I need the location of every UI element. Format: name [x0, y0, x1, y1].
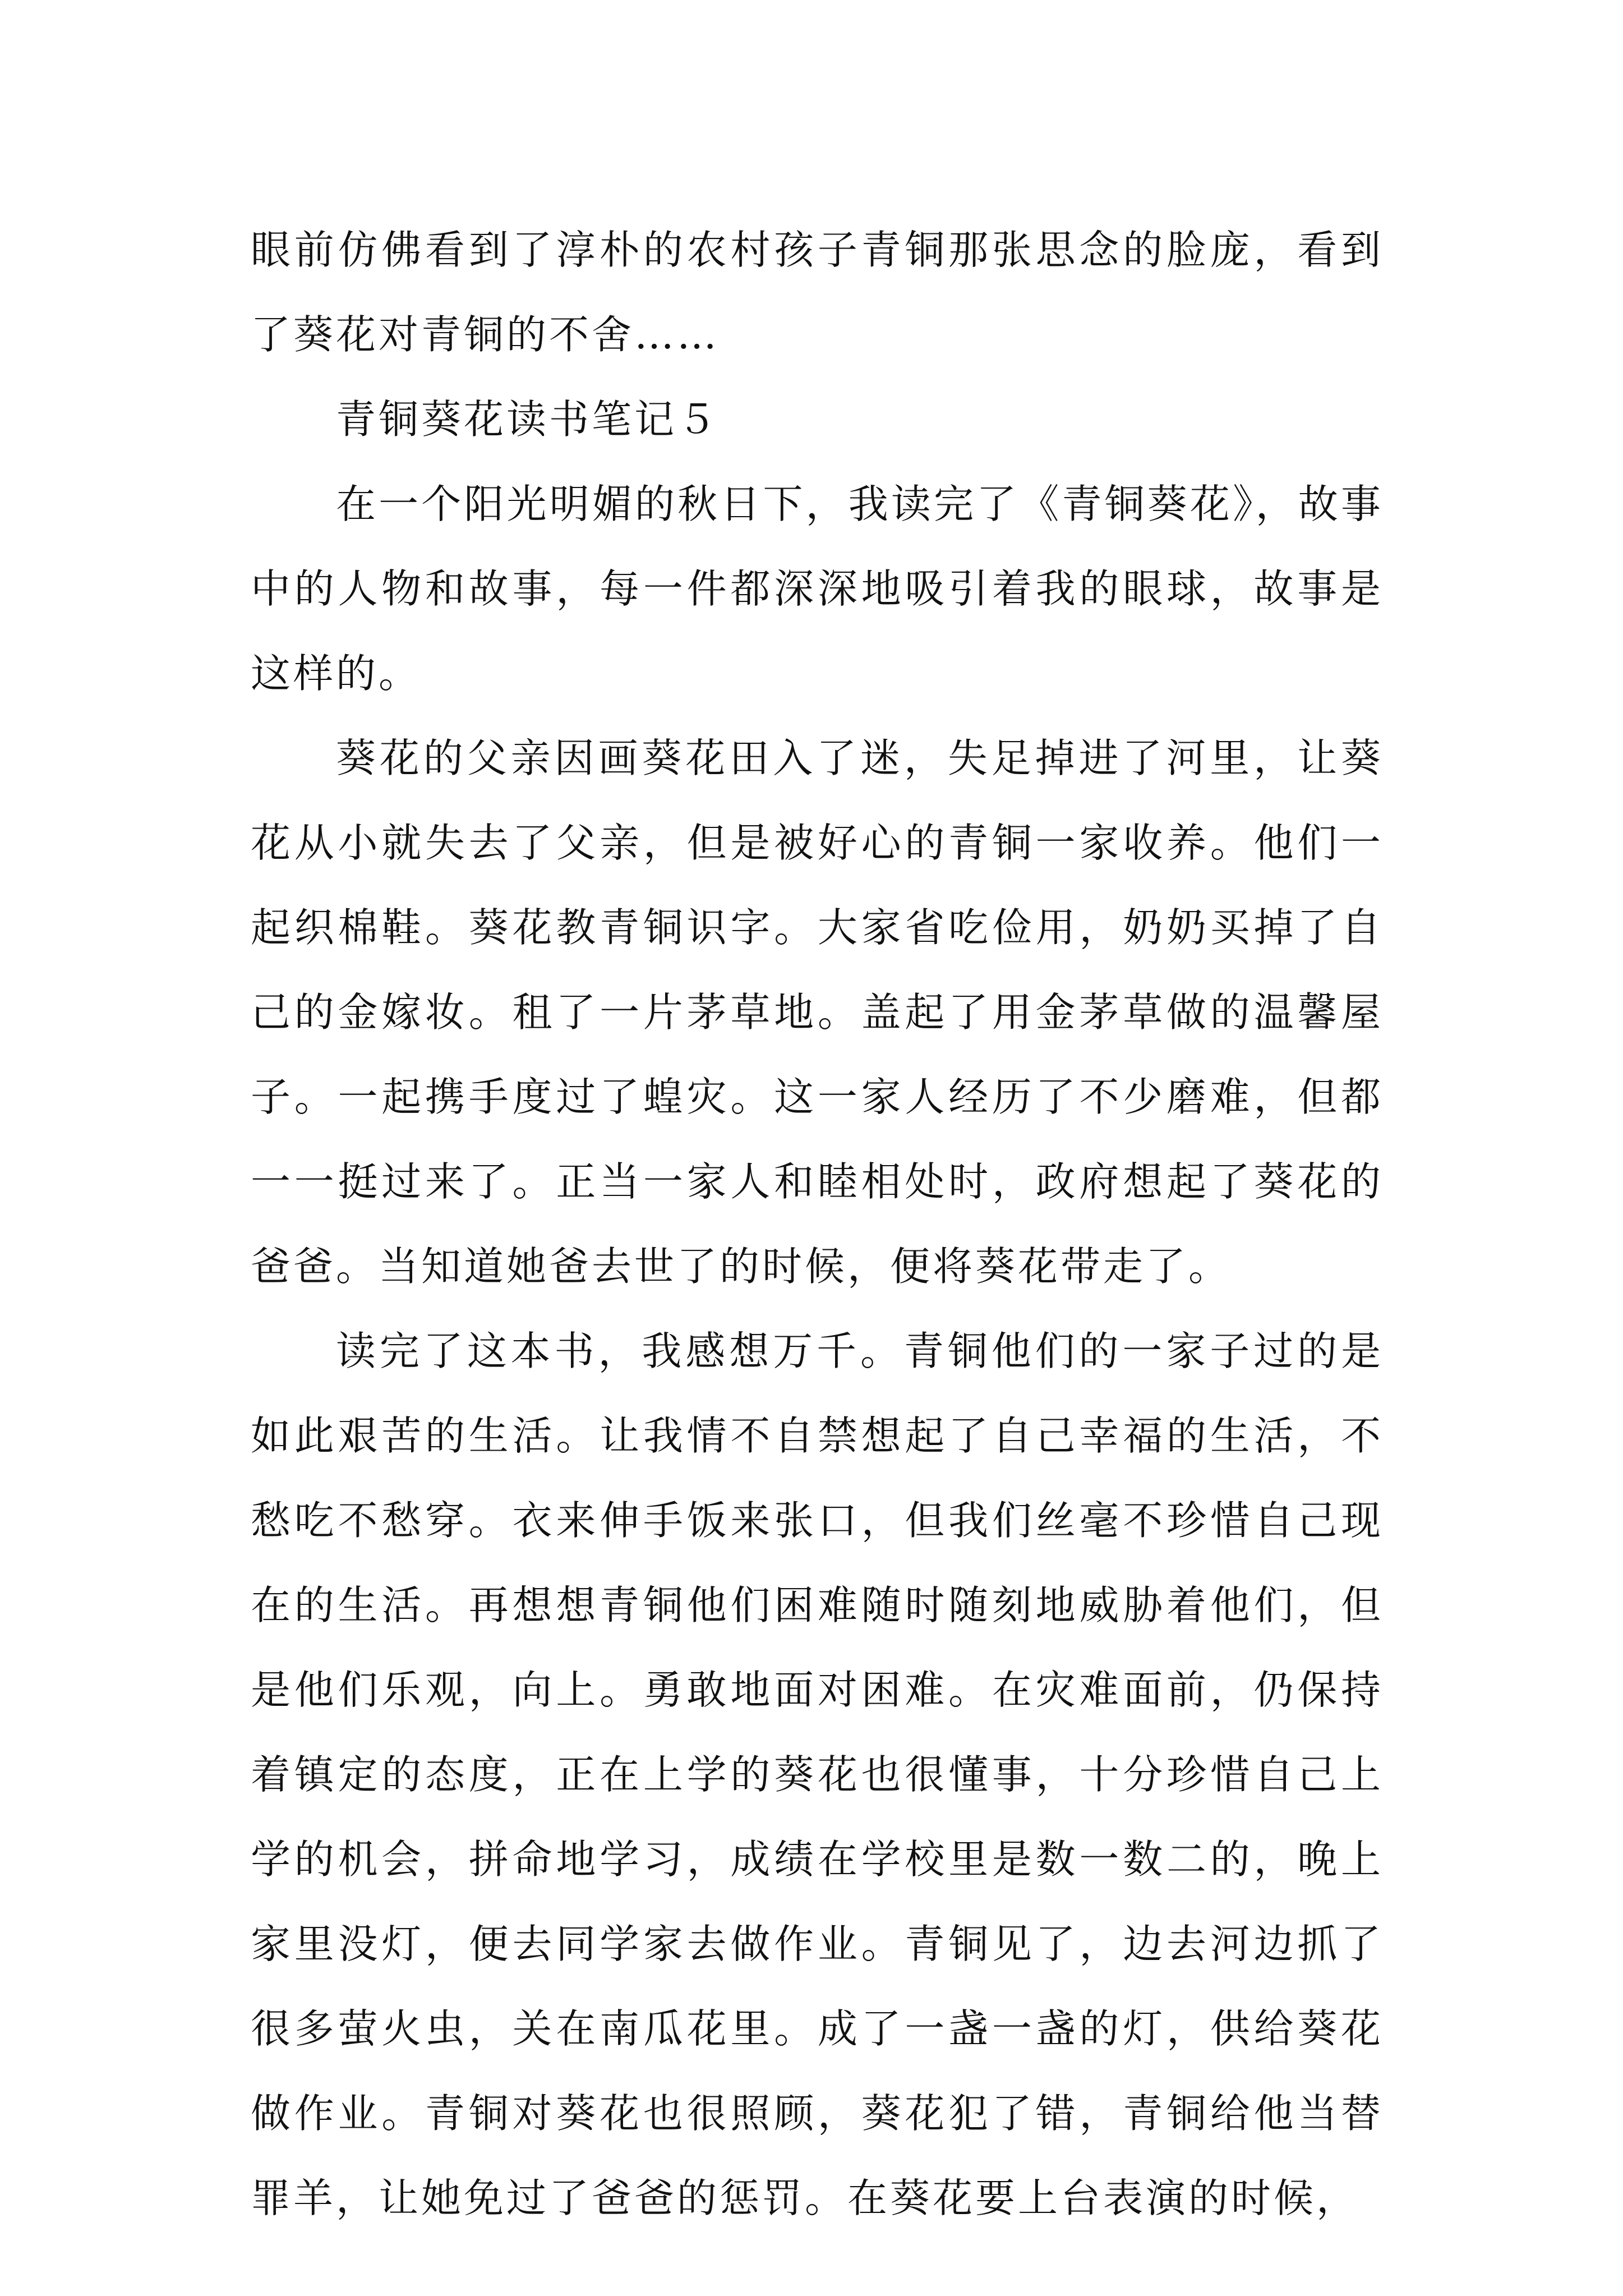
paragraph: 葵花的父亲因画葵花田入了迷，失足掉进了河里，让葵花从小就失去了父亲，但是被好心的青铜一家收养。他们一起织棉鞋。葵花教青铜识字。大家省吃俭用，奶奶买掉了自己的金嫁妆。租了一片茅草地。盖起了用金茅草做的温馨屋子。一起携手度过了蝗灾。这一家人经历了不少磨难，但都一一挺过来了。正当一家人和睦相处时，政府想起了葵花的爸爸。当知道她爸去世了的时候，便将葵花带走了。: [251, 735, 1384, 1290]
paragraph: 读完了这本书，我感想万千。青铜他们的一家子过的是如此艰苦的生活。让我情不自禁想起了自己幸福的生活，不愁吃不愁穿。衣来伸手饭来张口，但我们丝毫不珍惜自己现在的生活。再想想青铜他们困难随时随刻地威胁着他们，但是他们乐观，向上。勇敢地面对困难。在灾难面前，仍保持着镇定的态度，正在上学的葵花也很懂事，十分珍惜自己上学的机会，拼命地学习，成绩在学校里是数一数二的，晚上家里没灯，便去同学家去做作业。青铜见了，边去河边抓了很多萤火虫，关在南瓜花里。成了一盏一盏的灯，供给葵花做作业。青铜对葵花也很照顾，葵花犯了错，青铜给他当替罪羊，让她免过了爸爸的惩罚。在葵花要上台表演的时候，: [251, 1328, 1384, 2221]
paragraph-continuation: 眼前仿佛看到了淳朴的农村孩子青铜那张思念的脸庞，看到了葵花对青铜的不舍……: [251, 227, 1384, 358]
section-heading: 青铜葵花读书笔记５: [336, 396, 720, 443]
document-body: [251, 208, 1384, 2240]
paragraph: 在一个阳光明媚的秋日下，我读完了《青铜葵花》，故事中的人物和故事，每一件都深深地吸引着我的眼球，故事是这样的。: [251, 481, 1384, 697]
